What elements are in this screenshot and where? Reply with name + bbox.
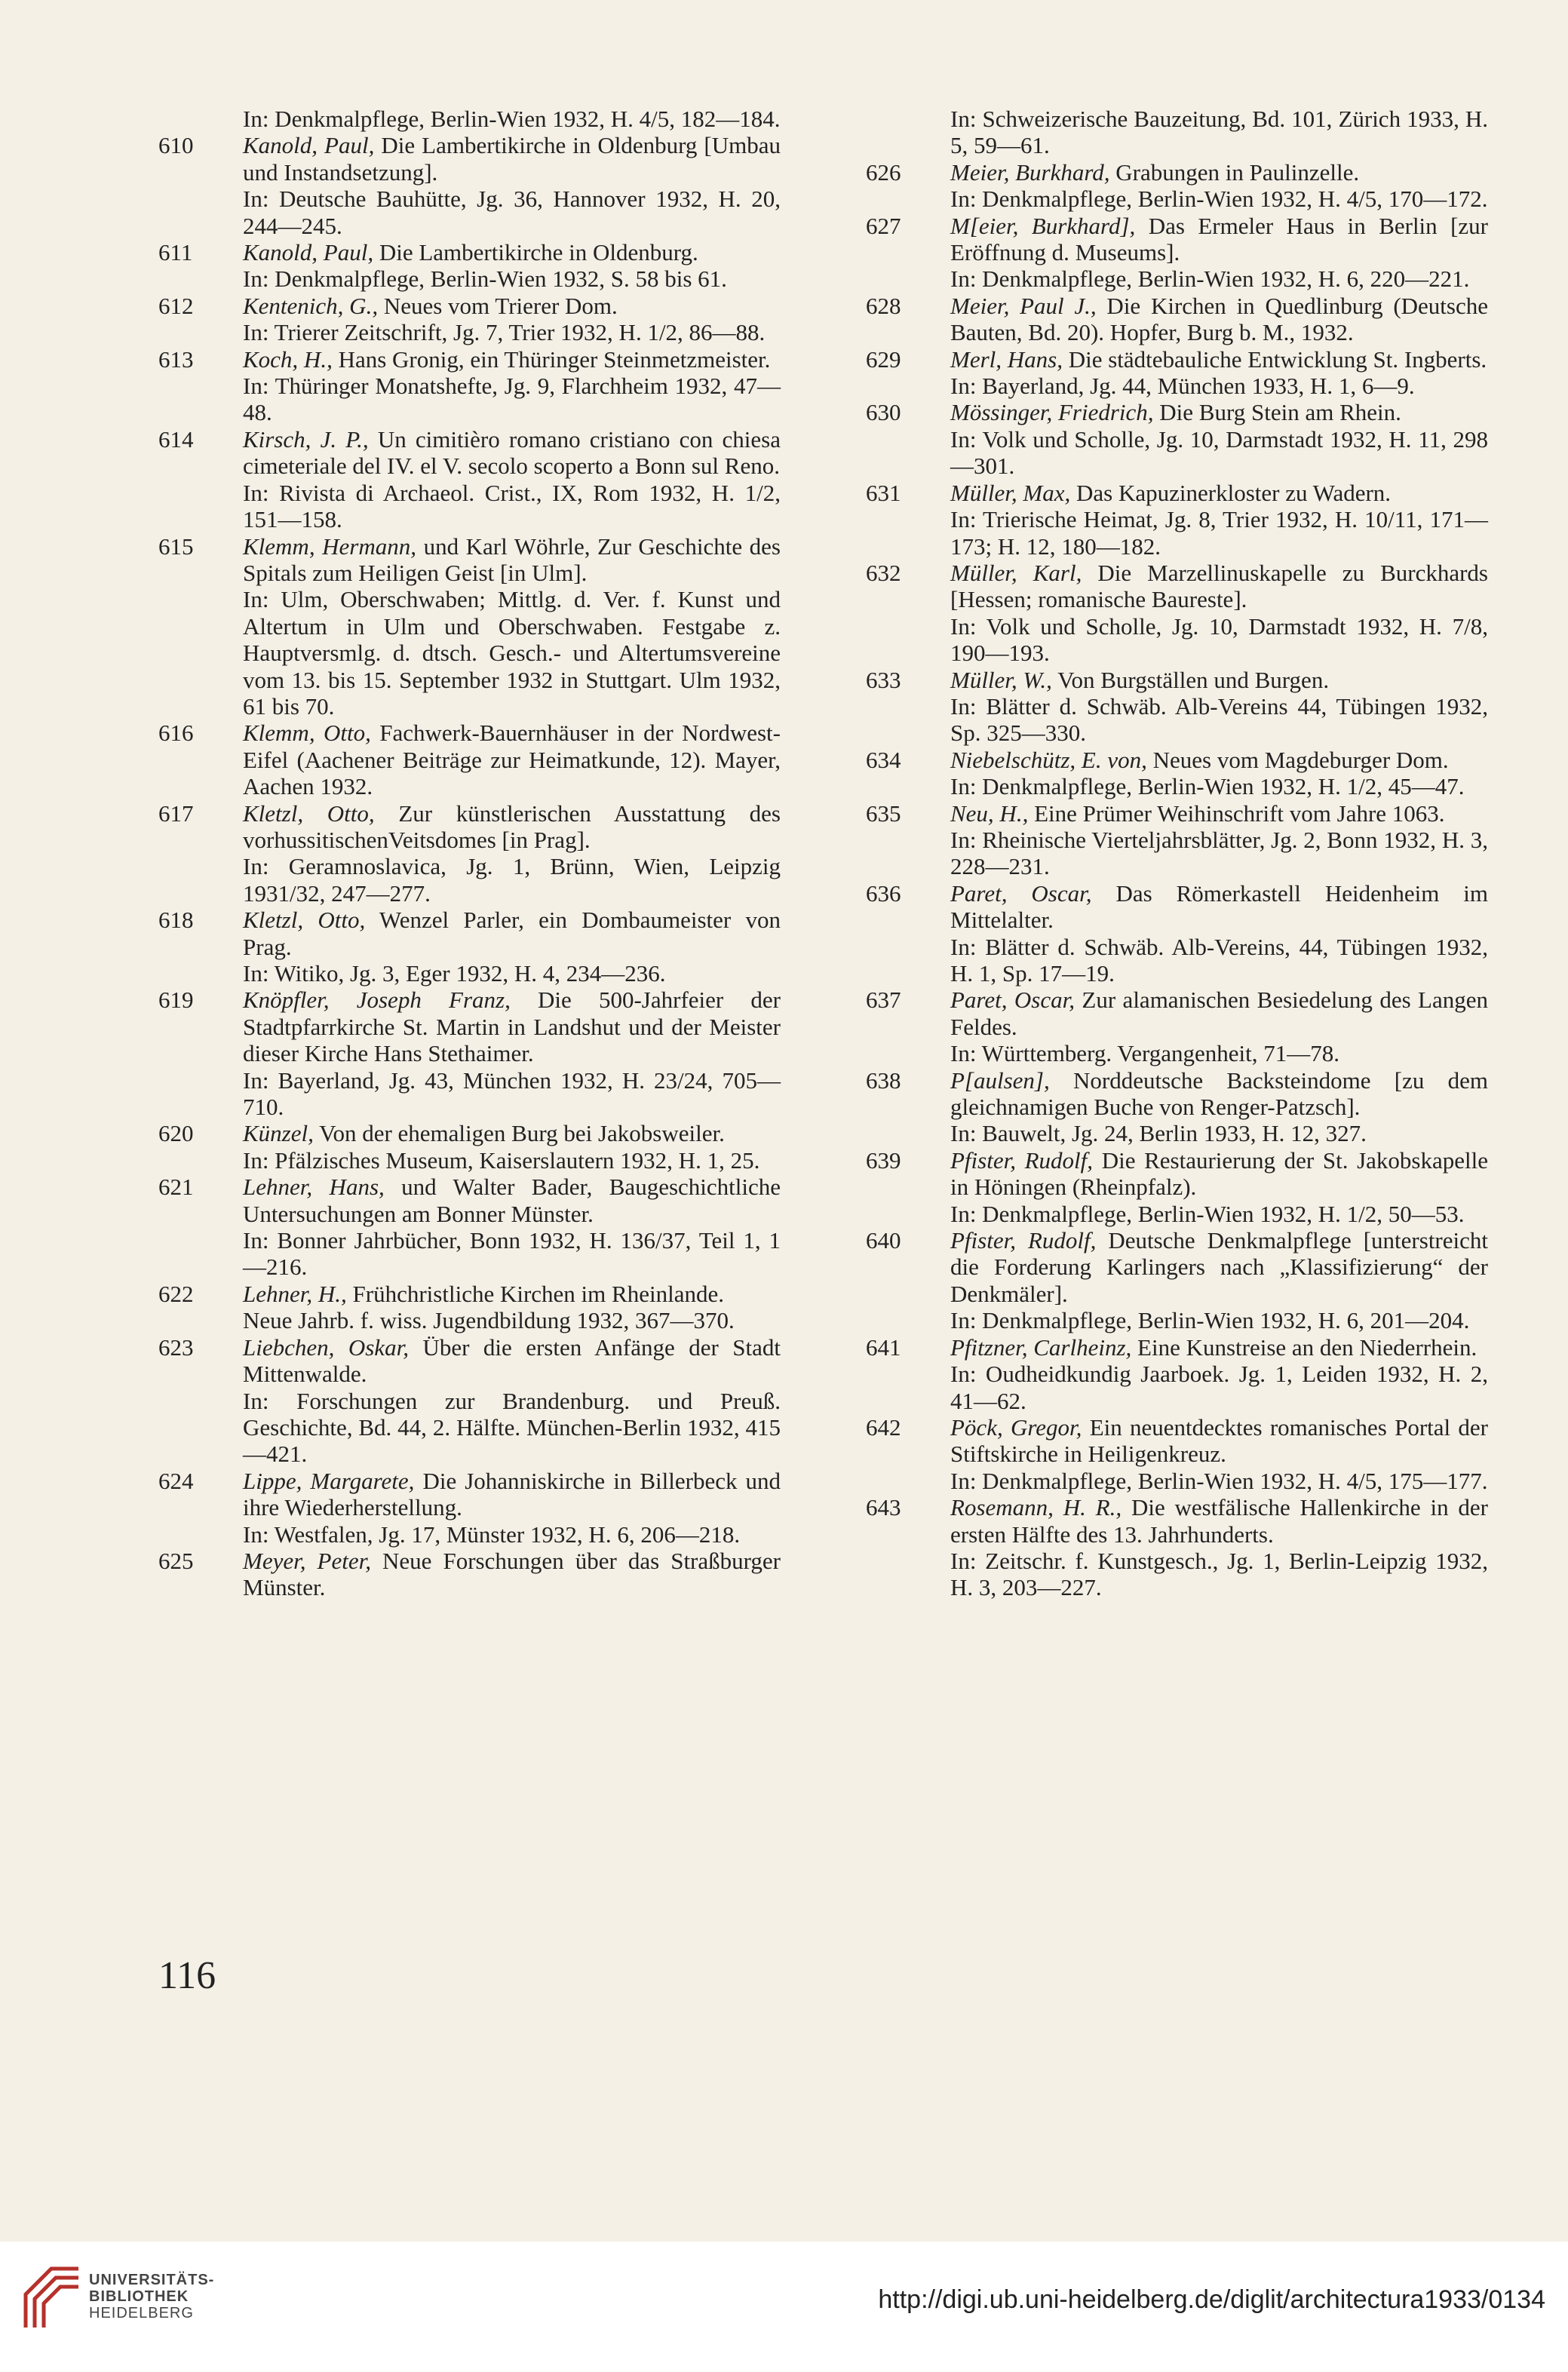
bibliography-entry bbox=[866, 747, 1488, 800]
entry-title: Frühchristliche Kirchen im Rheinlande. bbox=[346, 1280, 724, 1307]
entry-title-line bbox=[243, 1468, 781, 1521]
entry-title: Fachwerk-Bauernhäuser in der Nordwest-Eifel (Aachener Beiträge zur Heimatkunde, 12). Mayer, Aachen 1932. bbox=[243, 720, 781, 800]
entry-title: Die westfälische Hallenkirche in der ersten Hälfte des 13. Jahrhunderts. bbox=[950, 1494, 1488, 1548]
entry-author: Kentenich, G., bbox=[243, 292, 379, 319]
entry-number: 633 bbox=[866, 666, 901, 693]
entry-title-line bbox=[950, 1494, 1488, 1548]
entry-title-line bbox=[950, 880, 1488, 934]
entry-number: 620 bbox=[158, 1120, 194, 1147]
library-name-line2: BIBLIOTHEK bbox=[89, 2288, 189, 2305]
entry-author: M[eier, Burkhard], bbox=[950, 212, 1136, 239]
entry-reference: In: Forschungen zur Brandenburg. und Preuß. Geschichte, Bd. 44, 2. Hälfte. München-Berlin 1932, 415—421. bbox=[243, 1387, 781, 1468]
entry-reference: In: Volk und Scholle, Jg. 10, Darmstadt 1932, H. 7/8, 190—193. bbox=[950, 612, 1488, 667]
entry-title: Grabungen in Paulinzelle. bbox=[1109, 158, 1360, 186]
entry-title: Die Lambertikirche in Oldenburg. bbox=[373, 239, 698, 266]
footer-bar bbox=[0, 2242, 1568, 2372]
entry-reference: In: Bayerland, Jg. 44, München 1933, H. 1, 6—9. bbox=[950, 373, 1415, 400]
entry-reference: In: Denkmalpflege, Berlin-Wien 1932, H. 1/2, 50—53. bbox=[950, 1200, 1465, 1227]
entry-title: und Karl Wöhrle, Zur Geschichte des Spitals zum Heiligen Geist [in Ulm]. bbox=[243, 532, 781, 586]
entry-title: Die 500-Jahrfeier der Stadtpfarrkirche St. Martin in Landshut und der Meister dieser Kirche Hans Stethaimer. bbox=[243, 987, 781, 1067]
bibliography-entry bbox=[158, 800, 781, 907]
entry-number: 626 bbox=[866, 158, 901, 186]
bibliography-entry bbox=[866, 1067, 1488, 1147]
entry-author: Merl, Hans, bbox=[950, 345, 1063, 373]
entry-author: Müller, Karl, bbox=[950, 559, 1082, 586]
entry-reference: In: Denkmalpflege, Berlin-Wien 1932, H. 6, 201—204. bbox=[950, 1307, 1470, 1334]
bibliography-entry bbox=[866, 399, 1488, 479]
entry-title: Von Burgställen und Burgen. bbox=[1051, 666, 1330, 693]
entry-title-line bbox=[243, 293, 781, 319]
entry-title: Die Restaurierung der St. Jakobskapelle in Höningen (Rheinpfalz). bbox=[950, 1146, 1489, 1201]
entry-reference: In: Zeitschr. f. Kunstgesch., Jg. 1, Berlin-Leipzig 1932, H. 3, 203—227. bbox=[950, 1547, 1488, 1601]
entry-reference: In: Volk und Scholle, Jg. 10, Darmstadt 1932, H. 11, 298—301. bbox=[950, 425, 1488, 480]
entry-number: 613 bbox=[158, 345, 194, 373]
bibliography-entry bbox=[158, 1334, 781, 1468]
entry-reference: In: Oudheidkundig Jaarboek. Jg. 1, Leiden 1932, H. 2, 41—62. bbox=[950, 1361, 1488, 1414]
entry-author: Rosemann, H. R., bbox=[950, 1494, 1122, 1521]
entry-author: Niebelschütz, E. von, bbox=[950, 746, 1147, 773]
entry-number: 618 bbox=[158, 907, 194, 934]
entry-title: Über die ersten Anfänge der Stadt Mittenwalde. bbox=[243, 1333, 781, 1388]
entry-author: Lehner, H., bbox=[243, 1280, 347, 1307]
bibliography-entry bbox=[866, 987, 1488, 1066]
bibliography-entry bbox=[158, 132, 781, 239]
entry-number: 634 bbox=[866, 746, 901, 773]
entry-number: 636 bbox=[866, 879, 901, 907]
entry-title-line bbox=[243, 1334, 781, 1388]
entry-title: Deutsche Denkmalpflege [unterstreicht die Forderung Karlingers nach „Klassifizierung“ der Denkmäler]. bbox=[950, 1227, 1488, 1307]
entry-author: P[aulsen], bbox=[950, 1066, 1050, 1094]
entry-author: Pöck, Gregor, bbox=[950, 1413, 1082, 1441]
bibliography-entry bbox=[866, 880, 1488, 987]
entry-title-line bbox=[243, 346, 781, 373]
entry-author: Knöpfler, Joseph Franz, bbox=[243, 987, 511, 1014]
entry-author: Lehner, Hans, bbox=[243, 1174, 385, 1201]
entry-number: 610 bbox=[158, 132, 194, 159]
entry-title-line bbox=[950, 560, 1488, 613]
entry-number: 642 bbox=[866, 1413, 901, 1441]
bibliography-entry bbox=[158, 533, 781, 720]
entry-author: Koch, H., bbox=[243, 345, 333, 373]
entry-reference: In: Deutsche Bauhütte, Jg. 36, Hannover 1932, H. 20, 244—245. bbox=[243, 186, 781, 239]
entry-title: Neue Forschungen über das Straßburger Münster. bbox=[243, 1547, 781, 1601]
library-name bbox=[89, 2272, 214, 2321]
entry-title: Ein neuentdecktes romanisches Portal der Stiftskirche in Heiligenkreuz. bbox=[950, 1413, 1488, 1468]
entry-title-line bbox=[950, 1067, 1488, 1121]
entry-reference: Neue Jahrb. f. wiss. Jugendbildung 1932, 367—370. bbox=[243, 1307, 735, 1334]
entry-title-line bbox=[243, 907, 781, 960]
entry-number: 631 bbox=[866, 479, 901, 506]
entry-number: 625 bbox=[158, 1547, 194, 1574]
entry-title: Das Römerkastell Heidenheim im Mittelalter. bbox=[950, 879, 1489, 934]
entry-title: Eine Kunstreise an den Niederrhein. bbox=[1131, 1333, 1477, 1361]
entry-reference: In: Rheinische Vierteljahrsblätter, Jg. 2, Bonn 1932, H. 3, 228—231. bbox=[950, 826, 1488, 880]
entry-number: 627 bbox=[866, 212, 901, 239]
entry-number: 621 bbox=[158, 1174, 194, 1201]
entry-author: Kletzl, Otto, bbox=[243, 799, 375, 827]
entry-title-line bbox=[950, 1147, 1488, 1201]
entry-title: Hans Gronig, ein Thüringer Steinmetzmeister. bbox=[332, 345, 771, 373]
entry-number: 617 bbox=[158, 799, 194, 827]
entry-title-line bbox=[243, 239, 781, 265]
right-column bbox=[866, 106, 1488, 1601]
entry-author: Pfister, Rudolf, bbox=[950, 1227, 1097, 1254]
entry-title: Die städtebauliche Entwicklung St. Ingberts. bbox=[1062, 345, 1487, 373]
entry-number: 632 bbox=[866, 559, 901, 586]
entry-title-line bbox=[243, 800, 781, 854]
entry-title: Das Kapuzinerkloster zu Wadern. bbox=[1070, 479, 1392, 506]
library-name-line3: HEIDELBERG bbox=[89, 2305, 194, 2321]
entry-title-line bbox=[950, 159, 1488, 186]
left-column bbox=[158, 106, 781, 1601]
entry-author: Müller, W., bbox=[950, 666, 1052, 693]
bibliography-entry bbox=[866, 159, 1488, 213]
entry-reference: In: Trierische Heimat, Jg. 8, Trier 1932, H. 10/11, 171—173; H. 12, 180—182. bbox=[950, 506, 1488, 560]
bibliography-entry bbox=[866, 1494, 1488, 1601]
entry-title: und Walter Bader, Baugeschichtliche Untersuchungen am Bonner Münster. bbox=[243, 1174, 781, 1227]
bibliography-entry bbox=[866, 1414, 1488, 1494]
library-logo-icon bbox=[21, 2264, 83, 2332]
entry-title-line bbox=[243, 533, 781, 587]
entry-title: Norddeutsche Backsteindome [zu dem gleichnamigen Buche von Renger-Patzsch]. bbox=[950, 1066, 1488, 1121]
bibliography-entry bbox=[158, 1468, 781, 1548]
entry-number: 612 bbox=[158, 292, 194, 319]
entry-number: 615 bbox=[158, 532, 194, 560]
entry-author: Klemm, Hermann, bbox=[243, 532, 416, 560]
entry-reference: In: Denkmalpflege, Berlin-Wien 1932, H. 4/5, 182—184. bbox=[243, 106, 781, 132]
bibliography-entry bbox=[866, 1227, 1488, 1334]
entry-title: Un cimitièro romano cristiano con chiesa cimeteriale del IV. el V. secolo scoperto a Bonn sul Reno. bbox=[243, 425, 781, 480]
entry-title-line bbox=[950, 1414, 1488, 1468]
entry-number: 622 bbox=[158, 1280, 194, 1307]
bibliography-entry bbox=[158, 1281, 781, 1334]
entry-title: Neues vom Trierer Dom. bbox=[378, 292, 618, 319]
bibliography-entry bbox=[866, 213, 1488, 293]
entry-title: Von der ehemaligen Burg bei Jakobsweiler. bbox=[313, 1120, 725, 1147]
bibliography-entry bbox=[866, 1147, 1488, 1227]
entry-title: Die Lambertikirche in Oldenburg [Umbau und Instandsetzung]. bbox=[243, 132, 781, 186]
entry-author: Klemm, Otto, bbox=[243, 720, 371, 747]
entry-title-line bbox=[243, 1174, 781, 1227]
entry-number: 619 bbox=[158, 987, 194, 1014]
entry-title-line bbox=[950, 213, 1488, 266]
entry-author: Mössinger, Friedrich, bbox=[950, 399, 1154, 426]
entry-number: 616 bbox=[158, 720, 194, 747]
entry-author: Müller, Max, bbox=[950, 479, 1071, 506]
entry-reference: In: Schweizerische Bauzeitung, Bd. 101, Zürich 1933, H. 5, 59—61. bbox=[950, 106, 1488, 159]
entry-title-line bbox=[243, 1120, 781, 1146]
entry-reference: In: Denkmalpflege, Berlin-Wien 1932, H. 4/5, 175—177. bbox=[950, 1467, 1488, 1494]
entry-number: 614 bbox=[158, 425, 194, 453]
entry-title: Die Kirchen in Quedlinburg (Deutsche Bauten, Bd. 20). Hopfer, Burg b. M., 1932. bbox=[950, 292, 1489, 346]
entry-reference: In: Pfälzisches Museum, Kaiserslautern 1932, H. 1, 25. bbox=[243, 1146, 760, 1174]
entry-reference: In: Denkmalpflege, Berlin-Wien 1932, S. 58 bis 61. bbox=[243, 265, 727, 293]
entry-number: 639 bbox=[866, 1146, 901, 1174]
entry-author: Kletzl, Otto, bbox=[243, 907, 366, 934]
bibliography-entry bbox=[158, 907, 781, 987]
entry-title-line bbox=[950, 987, 1488, 1040]
entry-title-line bbox=[950, 747, 1488, 773]
bibliography-entry bbox=[866, 480, 1488, 560]
entry-title: Eine Prümer Weihinschrift vom Jahre 1063. bbox=[1028, 799, 1445, 827]
entry-reference: In: Westfalen, Jg. 17, Münster 1932, H. 6, 206—218. bbox=[243, 1520, 741, 1548]
entry-number: 641 bbox=[866, 1333, 901, 1361]
entry-title-line bbox=[243, 426, 781, 480]
entry-author: Paret, Oscar, bbox=[950, 879, 1092, 907]
bibliography-entry bbox=[158, 987, 781, 1120]
entry-reference: In: Trierer Zeitschrift, Jg. 7, Trier 1932, H. 1/2, 86—88. bbox=[243, 319, 766, 346]
entry-reference: In: Württemberg. Vergangenheit, 71—78. bbox=[950, 1040, 1339, 1067]
entry-title-line bbox=[950, 1334, 1488, 1361]
entry-title-line bbox=[950, 1227, 1488, 1307]
entry-title: Zur alamanischen Besiedelung des Langen Feldes. bbox=[950, 987, 1489, 1040]
entry-reference: In: Thüringer Monatshefte, Jg. 9, Flarchheim 1932, 47—48. bbox=[243, 373, 781, 426]
entry-number: 638 bbox=[866, 1066, 901, 1094]
bibliography-entry bbox=[158, 426, 781, 533]
entry-reference: In: Geramnoslavica, Jg. 1, Brünn, Wien, Leipzig 1931/32, 247—277. bbox=[243, 853, 781, 907]
entry-title-line bbox=[243, 1548, 781, 1601]
entry-number: 611 bbox=[158, 239, 193, 266]
entry-reference: In: Denkmalpflege, Berlin-Wien 1932, H. 1/2, 45—47. bbox=[950, 773, 1465, 800]
entry-reference: In: Bauwelt, Jg. 24, Berlin 1933, H. 12, 327. bbox=[950, 1120, 1367, 1147]
entry-author: Pfister, Rudolf, bbox=[950, 1146, 1094, 1174]
entry-author: Kanold, Paul, bbox=[243, 239, 374, 266]
entry-author: Meier, Burkhard, bbox=[950, 158, 1110, 186]
bibliography-entry bbox=[158, 1120, 781, 1174]
entry-title-line bbox=[243, 132, 781, 186]
entry-reference: In: Denkmalpflege, Berlin-Wien 1932, H. 4/5, 170—172. bbox=[950, 186, 1488, 213]
entry-author: Meyer, Peter, bbox=[243, 1547, 371, 1574]
entry-title-line bbox=[950, 399, 1488, 425]
entry-reference: In: Denkmalpflege, Berlin-Wien 1932, H. 6, 220—221. bbox=[950, 265, 1470, 293]
bibliography-entry bbox=[866, 346, 1488, 400]
entry-number: 637 bbox=[866, 987, 901, 1014]
entry-reference: In: Ulm, Oberschwaben; Mittlg. d. Ver. f. Kunst und Altertum in Ulm und Oberschwaben. Festgabe z. Hauptversmlg. d. dtsch. Gesch.- und Altertumsvereine vom 13. bis 15. September 1932 in Stuttgart. Ulm 1932, 61 bis 70. bbox=[243, 586, 781, 720]
entry-author: Kirsch, J. P., bbox=[243, 425, 369, 453]
bibliography-entry bbox=[158, 293, 781, 346]
bibliography-entry bbox=[158, 106, 781, 132]
bibliography-entry bbox=[866, 106, 1488, 159]
entry-number: 635 bbox=[866, 799, 901, 827]
entry-title-line bbox=[243, 987, 781, 1066]
page-number: 116 bbox=[158, 1954, 216, 1997]
bibliography-entry bbox=[866, 800, 1488, 880]
entry-title: Die Johanniskirche in Billerbeck und ihre Wiederherstellung. bbox=[243, 1467, 781, 1521]
entry-title: Zur künstlerischen Ausstattung des vorhussitischenVeitsdomes [in Prag]. bbox=[243, 799, 781, 853]
entry-reference: In: Witiko, Jg. 3, Eger 1932, H. 4, 234—236. bbox=[243, 960, 666, 987]
source-url[interactable]: http://digi.ub.uni-heidelberg.de/diglit/architectura1933/0134 bbox=[878, 2285, 1545, 2314]
bibliography-entry bbox=[158, 720, 781, 799]
entry-title-line bbox=[243, 1281, 781, 1307]
bibliography-entry bbox=[866, 560, 1488, 667]
entry-author: Künzel, bbox=[243, 1120, 314, 1147]
entry-author: Kanold, Paul, bbox=[243, 132, 375, 159]
bibliography-entry bbox=[866, 293, 1488, 346]
entry-title-line bbox=[950, 480, 1488, 506]
entry-title-line bbox=[950, 667, 1488, 693]
entry-number: 629 bbox=[866, 345, 901, 373]
entry-reference: In: Blätter d. Schwäb. Alb-Vereins 44, Tübingen 1932, Sp. 325—330. bbox=[950, 692, 1488, 747]
library-name-line1: UNIVERSITÄTS- bbox=[89, 2272, 215, 2288]
entry-reference: In: Rivista di Archaeol. Crist., IX, Rom 1932, H. 1/2, 151—158. bbox=[243, 479, 781, 533]
entry-title-line bbox=[950, 293, 1488, 346]
entry-number: 630 bbox=[866, 399, 901, 426]
entry-number: 643 bbox=[866, 1494, 901, 1521]
bibliography-entry bbox=[158, 239, 781, 293]
bibliography-entry bbox=[158, 1548, 781, 1601]
entry-number: 624 bbox=[158, 1467, 194, 1494]
entry-author: Lippe, Margarete, bbox=[243, 1467, 415, 1494]
bibliography-entry bbox=[866, 1334, 1488, 1414]
entry-title: Die Marzellinuskapelle zu Burckhards [Hessen; romanische Baureste]. bbox=[950, 559, 1489, 613]
bibliography-entry bbox=[158, 346, 781, 426]
entry-number: 628 bbox=[866, 292, 901, 319]
entry-reference: In: Bonner Jahrbücher, Bonn 1932, H. 136/37, Teil 1, 1—216. bbox=[243, 1227, 781, 1281]
bibliography-entry bbox=[158, 1174, 781, 1281]
entry-author: Neu, H., bbox=[950, 799, 1029, 827]
entry-title-line bbox=[243, 720, 781, 799]
entry-number: 623 bbox=[158, 1333, 194, 1361]
entry-title: Neues vom Magdeburger Dom. bbox=[1146, 746, 1449, 773]
entry-author: Pfitzner, Carlheinz, bbox=[950, 1333, 1132, 1361]
entry-reference: In: Bayerland, Jg. 43, München 1932, H. 23/24, 705—710. bbox=[243, 1066, 781, 1121]
entry-number: 640 bbox=[866, 1227, 901, 1254]
bibliography-entry bbox=[866, 667, 1488, 747]
entry-title: Die Burg Stein am Rhein. bbox=[1153, 399, 1401, 426]
entry-reference: In: Blätter d. Schwäb. Alb-Vereins, 44, Tübingen 1932, H. 1, Sp. 17—19. bbox=[950, 933, 1488, 987]
entry-author: Paret, Oscar, bbox=[950, 987, 1075, 1014]
entry-title: Das Ermeler Haus in Berlin [zur Eröffnung d. Museums]. bbox=[950, 212, 1488, 266]
entry-title-line bbox=[950, 800, 1488, 827]
entry-title: Wenzel Parler, ein Dombaumeister von Prag. bbox=[243, 907, 781, 960]
entry-title-line bbox=[950, 346, 1488, 373]
entry-author: Meier, Paul J., bbox=[950, 292, 1097, 319]
entry-author: Liebchen, Oskar, bbox=[243, 1333, 409, 1361]
